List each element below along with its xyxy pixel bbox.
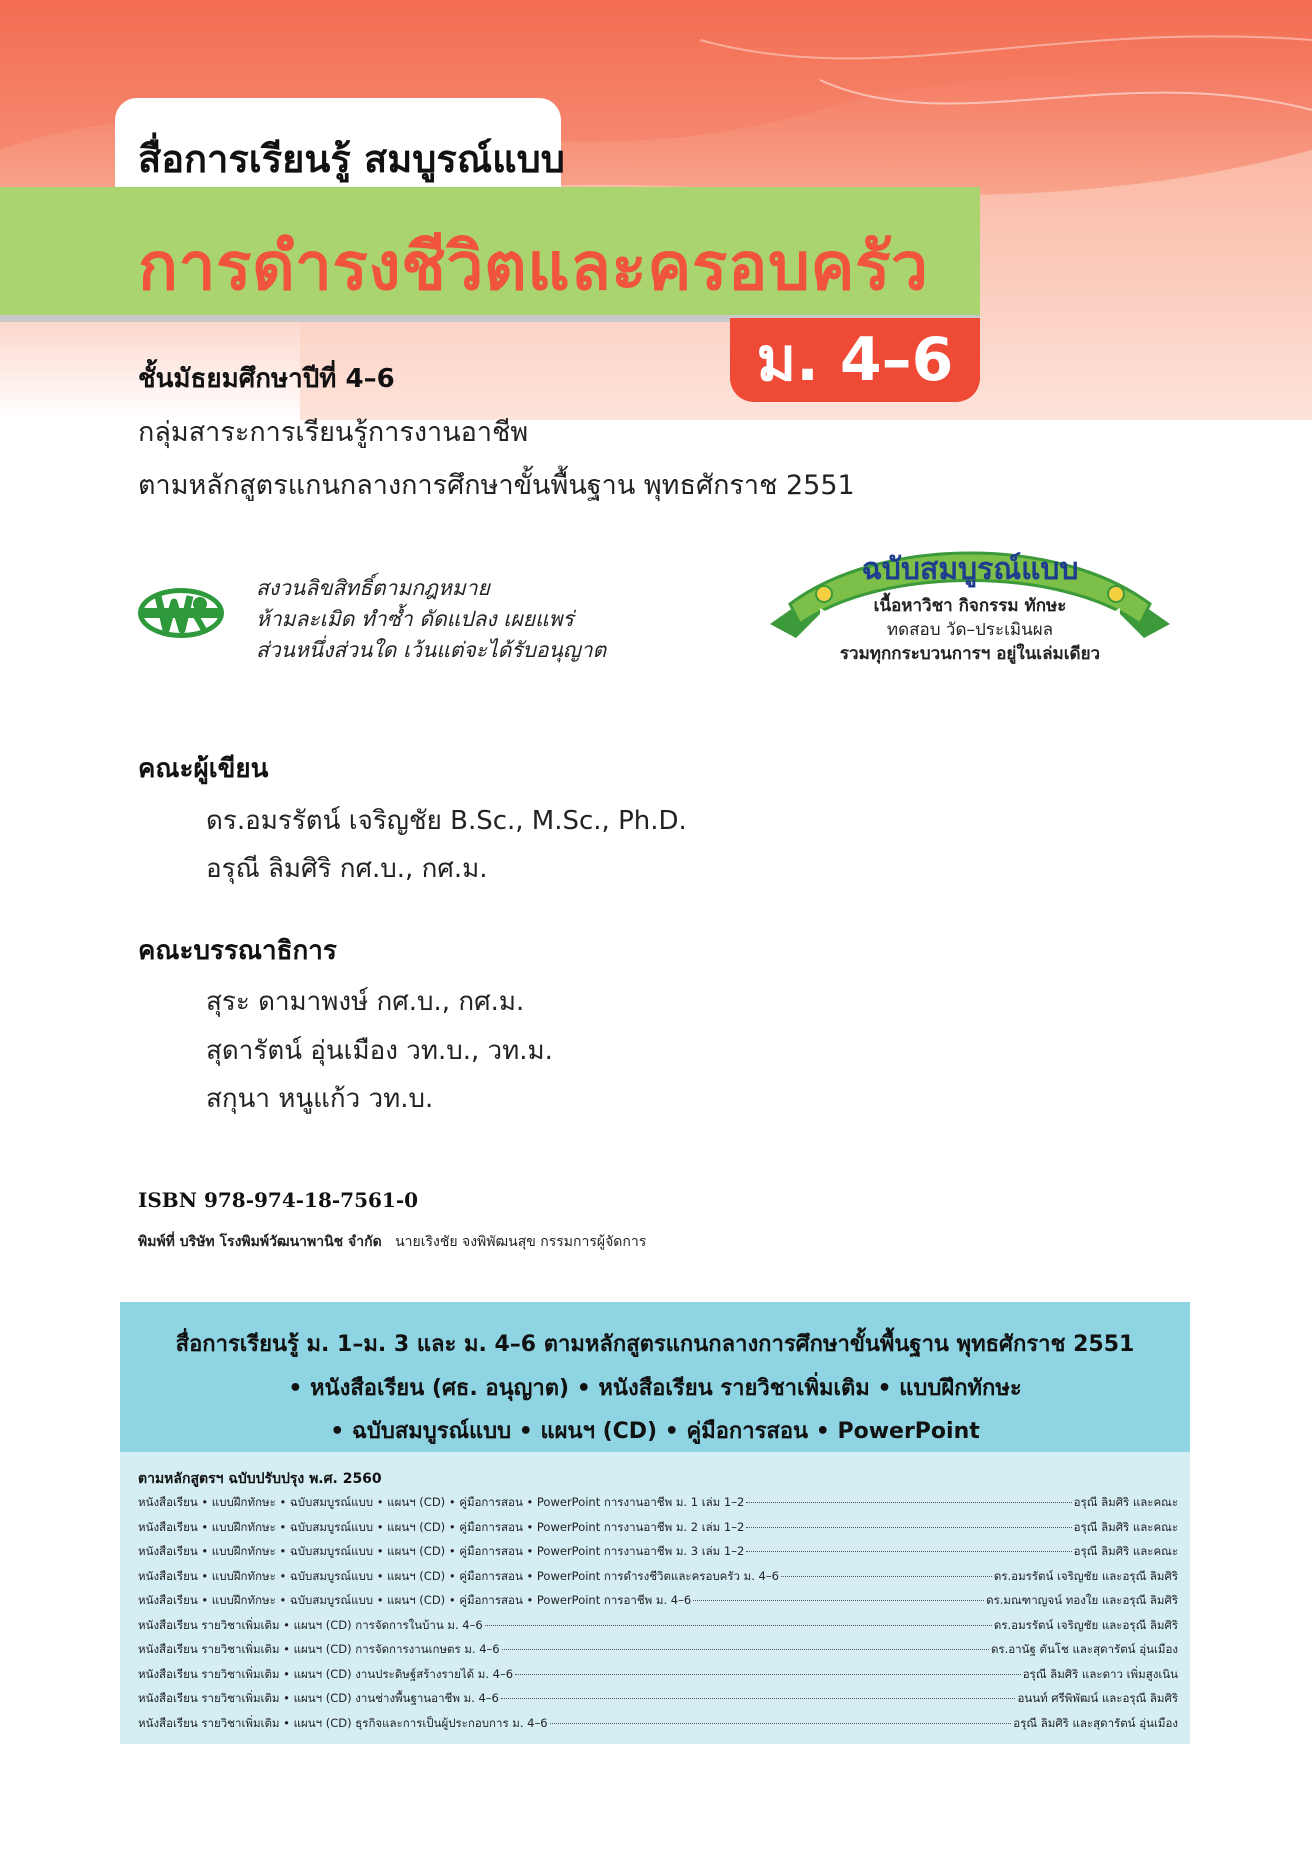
authors-heading: คณะผู้เขียน [138,754,269,784]
catalog-list [138,1494,1178,1739]
item-author: อรุณี ลิมศิริ และคณะ [1073,1495,1178,1509]
item-title: หนังสือเรียน • แบบฝึกทักษะ • ฉบับสมบูรณ์แบบ • แผนฯ (CD) • คู่มือการสอน • PowerPoint การดำรงชีวิตและครอบครัว ม. 4–6 [138,1568,779,1583]
isbn: ISBN 978-974-18-7561-0 [138,1188,419,1212]
printer-line [138,1231,646,1253]
list-item [138,1543,1178,1568]
series-title: สื่อการเรียนรู้ สมบูรณ์แบบ [138,137,565,181]
leader-dots [746,1527,1071,1528]
catalog-line-2: • หนังสือเรียน (ศธ. อนุญาต) • หนังสือเรียน รายวิชาเพิ่มเติม • แบบฝึกทักษะ [288,1376,1022,1401]
list-item [138,1519,1178,1544]
item-title: หนังสือเรียน รายวิชาเพิ่มเติม • แผนฯ (CD) งานประดิษฐ์สร้างรายได้ ม. 4–6 [138,1666,514,1681]
grade-level: ชั้นมัธยมศึกษาปีที่ 4–6 [138,364,395,394]
publisher-logo-icon [136,586,226,640]
item-title: หนังสือเรียน รายวิชาเพิ่มเติม • แผนฯ (CD) งานช่างพื้นฐานอาชีพ ม. 4–6 [138,1691,499,1705]
catalog-line-1: สื่อการเรียนรู้ ม. 1–ม. 3 และ ม. 4–6 ตามหลักสูตรแกนกลางการศึกษาขั้นพื้นฐาน พุทธศักราช 2551 [175,1332,1135,1357]
item-title: หนังสือเรียน รายวิชาเพิ่มเติม • แผนฯ (CD) การจัดการงานเกษตร ม. 4–6 [138,1642,500,1656]
item-author: ดร.อมรรัตน์ เจริญชัย และอรุณี ลิมศิริ [993,1617,1178,1632]
item-title: หนังสือเรียน รายวิชาเพิ่มเติม • แผนฯ (CD) การจัดการในบ้าน ม. 4–6 [138,1617,483,1632]
item-title: หนังสือเรียน • แบบฝึกทักษะ • ฉบับสมบูรณ์แบบ • แผนฯ (CD) • คู่มือการสอน • PowerPoint การงานอาชีพ ม. 1 เล่ม 1–2 [138,1495,745,1509]
leader-dots [746,1551,1071,1552]
catalog-line-3: • ฉบับสมบูรณ์แบบ • แผนฯ (CD) • คู่มือการสอน • PowerPoint [330,1419,980,1444]
leader-dots [746,1502,1071,1503]
item-author: อรุณี ลิมศิริ และดาว เพิ่มสูงเนิน [1022,1666,1178,1681]
grade-badge-label: ม. 4–6 [756,325,954,395]
item-author: อรุณี ลิมศิริ และสุดารัตน์ อุ่นเมือง [1013,1715,1178,1730]
author-name: ดร.อมรรัตน์ เจริญชัย B.Sc., M.Sc., Ph.D. [206,806,687,836]
list-item [138,1715,1178,1740]
leader-dots [502,1649,989,1650]
list-item [138,1568,1178,1593]
list-item [138,1690,1178,1715]
leader-dots [550,1723,1012,1724]
copyright-line-3: ส่วนหนึ่งส่วนใด เว้นแต่จะได้รับอนุญาต [256,638,607,662]
list-item [138,1494,1178,1519]
printer-manager: นายเริงชัย จงพิพัฒนสุข กรรมการผู้จัดการ [395,1234,647,1250]
item-author: อรุณี ลิมศิริ และคณะ [1073,1519,1178,1534]
list-item [138,1592,1178,1617]
editor-name: สุดารัตน์ อุ่นเมือง วท.บ., วท.ม. [206,1036,553,1066]
editor-name: สุระ ดามาพงษ์ กศ.บ., กศ.ม. [206,987,525,1017]
item-title: หนังสือเรียน • แบบฝึกทักษะ • ฉบับสมบูรณ์แบบ • แผนฯ (CD) • คู่มือการสอน • PowerPoint การอาชีพ ม. 4–6 [138,1593,692,1607]
ribbon-title: ฉบับสมบูรณ์แบบ [861,552,1079,587]
item-author: อนนท์ ศรีพิพัฒน์ และอรุณี ลิมศิริ [1017,1691,1178,1705]
leader-dots [515,1674,1021,1675]
printer-label: พิมพ์ที่ บริษัท โรงพิมพ์วัฒนาพานิช จำกัด [138,1234,382,1250]
complete-edition-badge [760,516,1180,666]
list-item [138,1617,1178,1642]
ribbon-line-2: ทดสอบ วัด–ประเมินผล [886,620,1054,640]
leader-dots [693,1600,984,1601]
item-author: ดร.อมรรัตน์ เจริญชัย และอรุณี ลิมศิริ [993,1568,1178,1583]
item-title: หนังสือเรียน • แบบฝึกทักษะ • ฉบับสมบูรณ์แบบ • แผนฯ (CD) • คู่มือการสอน • PowerPoint การงานอาชีพ ม. 2 เล่ม 1–2 [138,1519,745,1534]
curriculum-line: ตามหลักสูตรแกนกลางการศึกษาขั้นพื้นฐาน พุทธศักราช 2551 [138,470,855,501]
subject-group: กลุ่มสาระการเรียนรู้การงานอาชีพ [138,417,529,448]
item-title: หนังสือเรียน • แบบฝึกทักษะ • ฉบับสมบูรณ์แบบ • แผนฯ (CD) • คู่มือการสอน • PowerPoint การงานอาชีพ ม. 3 เล่ม 1–2 [138,1544,745,1558]
list-item [138,1641,1178,1666]
list-item [138,1666,1178,1691]
ribbon-line-3: รวมทุกกระบวนการฯ อยู่ในเล่มเดียว [839,644,1101,664]
copyright-line-1: สงวนลิขสิทธิ์ตามกฎหมาย [256,576,490,600]
leader-dots [501,1698,1016,1699]
author-name: อรุณี ลิมศิริ กศ.บ., กศ.ม. [206,854,488,884]
leader-dots [781,1576,992,1577]
item-author: อรุณี ลิมศิริ และคณะ [1073,1544,1178,1558]
copyright-line-2: ห้ามละเมิด ทำซ้ำ ดัดแปลง เผยแพร่ [256,607,574,631]
editor-name: สกุนา หนูแก้ว วท.บ. [206,1084,434,1114]
ribbon-line-1: เนื้อหาวิชา กิจกรรม ทักษะ [873,596,1067,616]
leader-dots [485,1625,992,1626]
editors-heading: คณะบรรณาธิการ [138,936,337,966]
item-author: ดร.มณฑาญจน์ ทองใย และอรุณี ลิมศิริ [986,1593,1178,1607]
item-title: หนังสือเรียน รายวิชาเพิ่มเติม • แผนฯ (CD) ธุรกิจและการเป็นผู้ประกอบการ ม. 4–6 [138,1715,548,1730]
revision-heading: ตามหลักสูตรฯ ฉบับปรับปรุง พ.ศ. 2560 [138,1471,382,1487]
item-author: ดร.อานัฐ ตันโช และสุดารัตน์ อุ่นเมือง [990,1642,1178,1656]
book-title: การดำรงชีวิตและครอบครัว [138,228,929,305]
